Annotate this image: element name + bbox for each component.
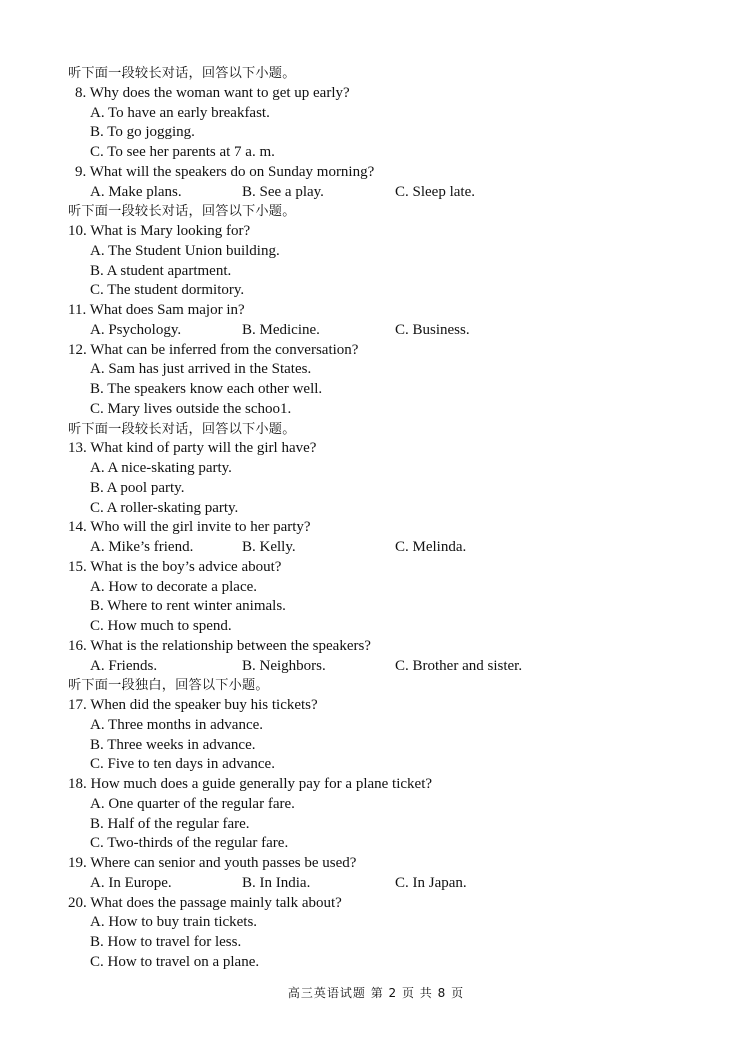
- options-row: [68, 657, 728, 677]
- question-number: 12.: [68, 341, 87, 358]
- option-a: A. Sam has just arrived in the States.: [90, 361, 312, 378]
- option-a: A. One quarter of the regular fare.: [90, 795, 295, 812]
- option-a: A. The Student Union building.: [90, 242, 280, 259]
- option-b: B. See a play.: [242, 183, 324, 200]
- question-number: 18.: [68, 776, 87, 792]
- question-number: 15.: [68, 558, 87, 575]
- question-15: [68, 558, 728, 578]
- option-c: C. Brother and sister.: [395, 657, 523, 674]
- question-text: What does the passage mainly talk about?: [90, 894, 342, 911]
- options-row: [68, 538, 728, 558]
- option-a: A. In Europe.: [90, 874, 172, 891]
- option-a: A. Make plans.: [90, 183, 182, 200]
- option-a: A. How to buy train tickets.: [90, 914, 258, 931]
- question-text: What is the relationship between the speakers?: [90, 637, 371, 654]
- question-text: When did the speaker buy his tickets?: [90, 697, 318, 713]
- option-c: C. Melinda.: [395, 539, 467, 555]
- question-number: 20.: [68, 894, 87, 911]
- option-b: B. A pool party.: [90, 479, 185, 496]
- question-number: 8.: [75, 84, 87, 101]
- question-number: 9.: [75, 163, 87, 180]
- option-b: B. Kelly.: [242, 539, 296, 555]
- question-text: Where can senior and youth passes be used?: [90, 855, 357, 871]
- question-text: What is the boy’s advice about?: [90, 558, 282, 575]
- question-number: 17.: [68, 697, 87, 713]
- question-19: [68, 854, 728, 874]
- option-b: B. Neighbors.: [242, 657, 326, 674]
- option-c: C. In Japan.: [395, 874, 467, 891]
- question-text: What kind of party will the girl have?: [90, 440, 317, 457]
- options-row: [68, 321, 728, 341]
- option-c: C. Five to ten days in advance.: [90, 756, 275, 773]
- question-20: [68, 894, 728, 914]
- question-text: Who will the girl invite to her party?: [90, 519, 311, 536]
- options-row: [68, 874, 728, 894]
- section-header: 听下面一段较长对话，回答以下小题。: [68, 421, 296, 437]
- question-9: [68, 163, 728, 183]
- option-b: B. Half of the regular fare.: [90, 815, 250, 832]
- option-a: A. A nice-skating party.: [90, 460, 232, 476]
- listening-content: [68, 64, 728, 973]
- option-a: A. Friends.: [90, 657, 158, 674]
- question-text: How much does a guide generally pay for a plane ticket?: [90, 776, 433, 792]
- option-c: C. Sleep late.: [395, 183, 475, 200]
- question-14: [68, 518, 728, 538]
- option-c: C. How much to spend.: [90, 618, 232, 634]
- option-c: C. Business.: [395, 321, 470, 338]
- question-12: [68, 341, 728, 361]
- option-c: C. The student dormitory.: [90, 282, 245, 299]
- option-c: C. How to travel on a plane.: [90, 953, 260, 970]
- question-18: [68, 775, 728, 795]
- option-b: B. The speakers know each other well.: [90, 381, 323, 397]
- question-text: Why does the woman want to get up early?: [89, 84, 350, 101]
- option-b: B. Medicine.: [242, 321, 320, 338]
- question-16: [68, 637, 728, 657]
- question-17: [68, 696, 728, 716]
- option-b: B. To go jogging.: [90, 124, 195, 141]
- option-b: B. A student apartment.: [90, 262, 232, 279]
- question-text: What can be inferred from the conversation?: [90, 341, 359, 358]
- option-b: B. Three weeks in advance.: [90, 736, 256, 753]
- option-b: B. Where to rent winter animals.: [90, 598, 286, 615]
- question-8: [68, 84, 728, 104]
- option-c: C. Mary lives outside the schoo1.: [90, 400, 292, 417]
- option-a: A. To have an early breakfast.: [90, 104, 270, 121]
- question-10: [68, 222, 728, 242]
- page-footer: 高三英语试题 第 2 页 共 8 页: [287, 986, 465, 1000]
- question-number: 16.: [68, 637, 87, 654]
- option-b: B. How to travel for less.: [90, 934, 242, 950]
- section-header: 听下面一段较长对话，回答以下小题。: [68, 66, 296, 81]
- question-text: What is Mary looking for?: [90, 223, 251, 239]
- question-13: [68, 439, 728, 459]
- option-a: A. Three months in advance.: [90, 716, 264, 733]
- question-11: [68, 301, 728, 321]
- question-number: 10.: [68, 223, 87, 239]
- question-number: 19.: [68, 855, 87, 871]
- section-header: 听下面一段独白，回答以下小题。: [68, 678, 269, 694]
- option-c: C. To see her parents at 7 a. m.: [90, 144, 275, 160]
- option-b: B. In India.: [242, 874, 311, 891]
- question-number: 14.: [68, 519, 87, 536]
- option-c: C. Two-thirds of the regular fare.: [90, 835, 289, 852]
- options-row: [68, 183, 728, 203]
- option-a: A. Mike’s friend.: [90, 539, 194, 555]
- option-a: A. Psychology.: [90, 321, 182, 338]
- option-a: A. How to decorate a place.: [90, 578, 258, 595]
- question-number: 13.: [68, 440, 87, 457]
- question-text: What does Sam major in?: [89, 302, 245, 318]
- option-c: C. A roller-skating party.: [90, 499, 239, 516]
- question-text: What will the speakers do on Sunday morning?: [89, 163, 375, 180]
- section-header: 听下面一段较长对话，回答以下小题。: [68, 204, 296, 220]
- question-number: 11.: [68, 302, 87, 318]
